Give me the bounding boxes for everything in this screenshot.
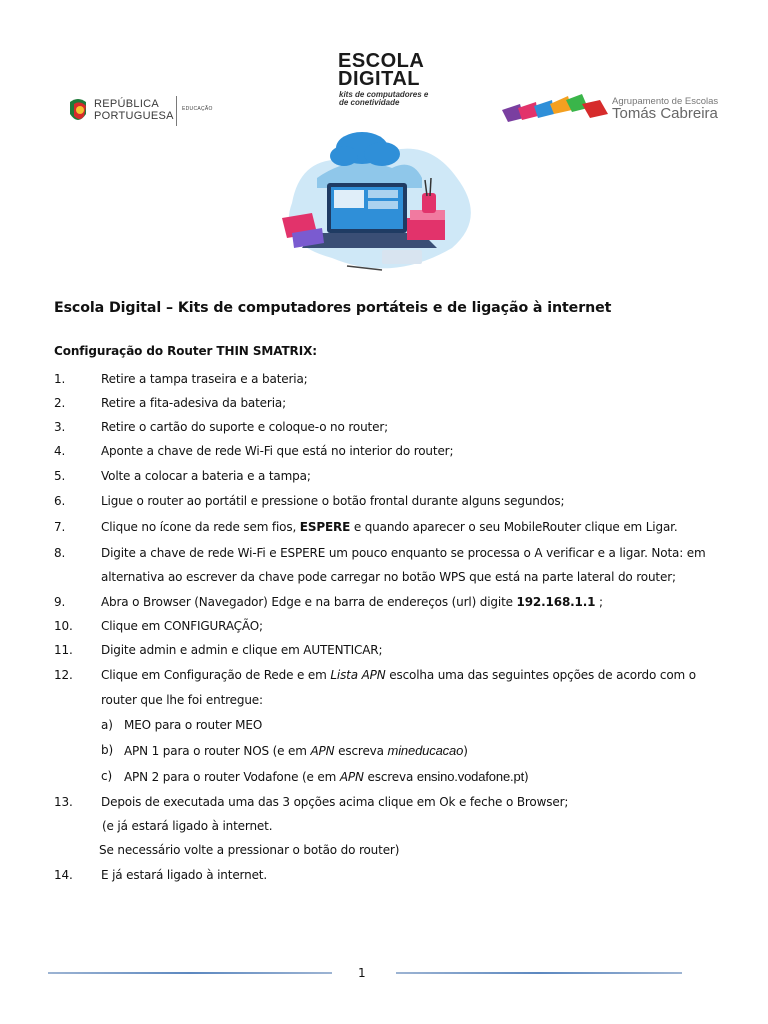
step-text	[101, 595, 603, 609]
step-number: 14.	[54, 868, 73, 882]
option-text	[124, 769, 529, 784]
step-text-continued: (e já estará ligado à internet.	[102, 819, 273, 833]
apn-value: ensino.vodafone.pt	[416, 769, 525, 784]
apn-value: mineducacao	[387, 743, 464, 758]
step-text: Ligue o router ao portátil e pressione o botão frontal durante alguns segundos;	[101, 494, 565, 508]
step-number: 5.	[54, 469, 66, 483]
escola-subtitle-line1: kits de computadores e	[339, 90, 429, 99]
step-number: 6.	[54, 494, 66, 508]
step-text-continued: router que lhe foi entregue:	[101, 693, 263, 707]
option-letter: b)	[101, 743, 113, 757]
page-number: 1	[358, 966, 366, 980]
republica-line1: REPÚBLICA	[94, 98, 160, 110]
option-text-part: APN 1 para o router NOS (e em	[124, 744, 311, 758]
step-text-continued: Se necessário volte a pressionar o botão do router)	[99, 843, 400, 857]
republica-dept: EDUCAÇÃO	[182, 106, 213, 112]
step-number: 4.	[54, 444, 66, 458]
step-text: Retire a fita-adesiva da bateria;	[101, 396, 286, 410]
option-text-part: )	[463, 744, 468, 758]
escola-title-line2: DIGITAL	[338, 68, 421, 90]
republica-portuguesa-logo	[66, 94, 226, 128]
step-number: 11.	[54, 643, 73, 657]
agrupamento-line2: Tomás Cabreira	[612, 105, 718, 122]
step-text-part: Abra o Browser (Navegador) Edge e na barra de endereços (url) digite	[101, 595, 517, 609]
agrupamento-emblem-icon	[502, 92, 612, 128]
escola-subtitle-line2: de conetividade	[339, 98, 400, 107]
agrupamento-line1: Agrupamento de Escolas	[612, 96, 719, 107]
step-text	[101, 668, 696, 682]
escola-digital-logo	[272, 50, 492, 275]
step-text: Depois de executada uma das 3 opções acima clique em Ok e feche o Browser;	[101, 795, 569, 809]
step-text: Clique em CONFIGURAÇÃO;	[101, 619, 263, 633]
step-text-italic: Lista APN	[330, 668, 386, 682]
step-text: Digite admin e admin e clique em AUTENTICAR;	[101, 643, 383, 657]
step-number: 1.	[54, 372, 66, 386]
step-text-bold: ESPERE	[299, 520, 351, 534]
escola-title-line1: ESCOLA	[338, 50, 425, 72]
step-text-part: ;	[595, 595, 603, 609]
option-text: MEO para o router MEO	[124, 718, 263, 732]
agrupamento-logo	[502, 92, 719, 128]
step-text: Aponte a chave de rede Wi-Fi que está no interior do router;	[101, 444, 454, 458]
footer-rule-left	[48, 972, 332, 974]
laptop-illustration-icon	[272, 108, 492, 278]
step-number: 9.	[54, 595, 66, 609]
step-text: E já estará ligado à internet.	[101, 868, 268, 882]
republica-line2: PORTUGUESA	[94, 110, 174, 122]
step-text	[101, 520, 678, 534]
step-number: 2.	[54, 396, 66, 410]
step-number: 8.	[54, 546, 66, 560]
step-number: 13.	[54, 795, 73, 809]
option-text-italic: APN	[310, 744, 335, 758]
option-letter: c)	[101, 769, 112, 783]
step-text-continued: alternativa ao escrever da chave pode carregar no botão WPS que está na parte lateral do router;	[101, 570, 676, 584]
step-text: Retire o cartão do suporte e coloque-o no router;	[101, 420, 388, 434]
option-text	[124, 743, 468, 758]
option-text-part: )	[524, 770, 529, 784]
step-text-part: Clique no ícone da rede sem fios,	[101, 520, 300, 534]
step-text: Digite a chave de rede Wi-Fi e ESPERE um pouco enquanto se processa o A verificar e a ligar. Nota: em	[101, 546, 706, 560]
document-title: Escola Digital – Kits de computadores portáteis e de ligação à internet	[54, 300, 612, 316]
republica-emblem-icon	[66, 96, 90, 126]
step-text-part: escolha uma das seguintes opções de acordo com o	[385, 668, 696, 682]
step-text: Volte a colocar a bateria e a tampa;	[101, 469, 311, 483]
option-text-italic: APN	[339, 770, 364, 784]
option-letter: a)	[101, 718, 113, 732]
footer-rule-right	[396, 972, 682, 974]
step-number: 10.	[54, 619, 73, 633]
section-title: Configuração do Router THIN SMATRIX:	[54, 344, 317, 358]
step-text: Retire a tampa traseira e a bateria;	[101, 372, 308, 386]
step-text-part: Clique em Configuração de Rede e em	[101, 668, 331, 682]
option-text-part: APN 2 para o router Vodafone (e em	[124, 770, 340, 784]
option-text-part: escreva	[334, 744, 388, 758]
step-number: 7.	[54, 520, 66, 534]
step-number: 12.	[54, 668, 73, 682]
ip-address: 192.168.1.1	[516, 595, 596, 609]
step-number: 3.	[54, 420, 66, 434]
step-text-part: e quando aparecer o seu MobileRouter clique em Ligar.	[350, 520, 678, 534]
logo-divider	[176, 96, 177, 126]
option-text-part: escreva	[363, 770, 417, 784]
